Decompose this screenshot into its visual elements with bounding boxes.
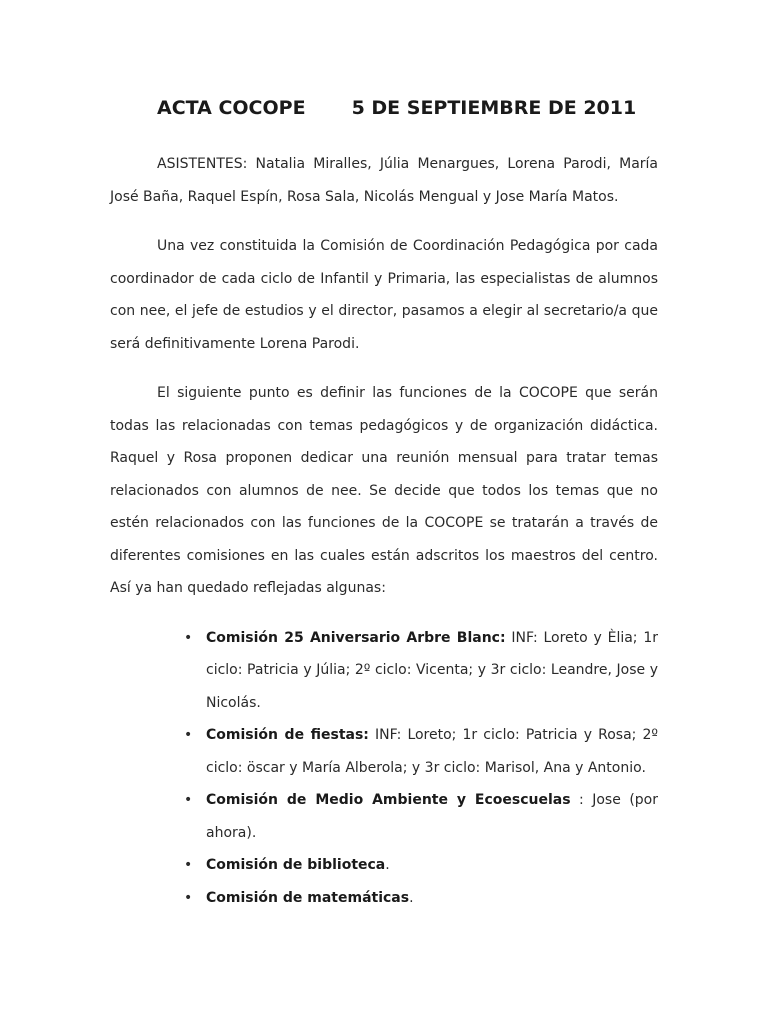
commission-name: Comisión 25 Aniversario Arbre Blanc (206, 629, 500, 646)
attendees-paragraph: ASISTENTES: Natalia Miralles, Júlia Menargues, Lorena Parodi, María José Baña, Raquel Espín, Rosa Sala, Nicolás Mengual y Jose María Matos. (110, 156, 658, 205)
list-item (184, 719, 658, 784)
commission-separator: : (499, 629, 506, 646)
title-date: 5 DE SEPTIEMBRE DE 2011 (351, 97, 637, 119)
list-item (184, 849, 658, 882)
list-item (184, 622, 658, 720)
commissions-list (110, 622, 658, 915)
document-title (110, 94, 658, 122)
commission-detail: . (385, 857, 390, 873)
commission-name: Comisión de biblioteca (206, 857, 386, 873)
commission-detail: : Jose (por ahora). (206, 792, 658, 841)
commission-name: Comisión de matemáticas (206, 889, 410, 906)
bullet-icon: • (184, 629, 193, 646)
commission-detail: INF: Loreto y Èlia; 1r ciclo: Patricia y Júlia; 2º ciclo: Vicenta; y 3r ciclo: Leandre, Jose y Nicolás. (206, 629, 658, 711)
commission-separator: : (363, 727, 369, 743)
list-item (184, 784, 658, 849)
constitution-paragraph: Una vez constituida la Comisión de Coordinación Pedagógica por cada coordinador de cada ciclo de Infantil y Primaria, las especialistas de alumnos con nee, el jefe de estudios y el director, pasamos a elegir al secretario/a que será definitivamente Lorena Parodi. (110, 238, 658, 352)
bullet-icon: • (184, 792, 193, 808)
title-acta: ACTA COCOPE (157, 97, 306, 119)
functions-paragraph: El siguiente punto es definir las funciones de la COCOPE que serán todas las relacionadas con temas pedagógicos y de organización didáctica. Raquel y Rosa proponen dedicar una reunión mensual para tratar temas relacionados con alumnos de nee. Se decide que todos los temas que no estén relacionados con las funciones de la COCOPE se tratarán a través de diferentes comisiones en las cuales están adscritos los maestros del centro. Así ya han quedado reflejadas algunas: (110, 385, 658, 596)
list-item (184, 882, 658, 915)
commission-detail: . (409, 889, 414, 906)
commission-name: Comisión de Medio Ambiente y Ecoescuelas (206, 792, 571, 808)
commission-detail: INF: Loreto; 1r ciclo: Patricia y Rosa; 2º ciclo: öscar y María Alberola; y 3r ciclo: Marisol, Ana y Antonio. (206, 727, 658, 776)
commission-name: Comisión de fiestas (206, 727, 364, 743)
bullet-icon: • (184, 889, 193, 906)
bullet-icon: • (184, 727, 193, 743)
bullet-icon: • (184, 857, 193, 873)
